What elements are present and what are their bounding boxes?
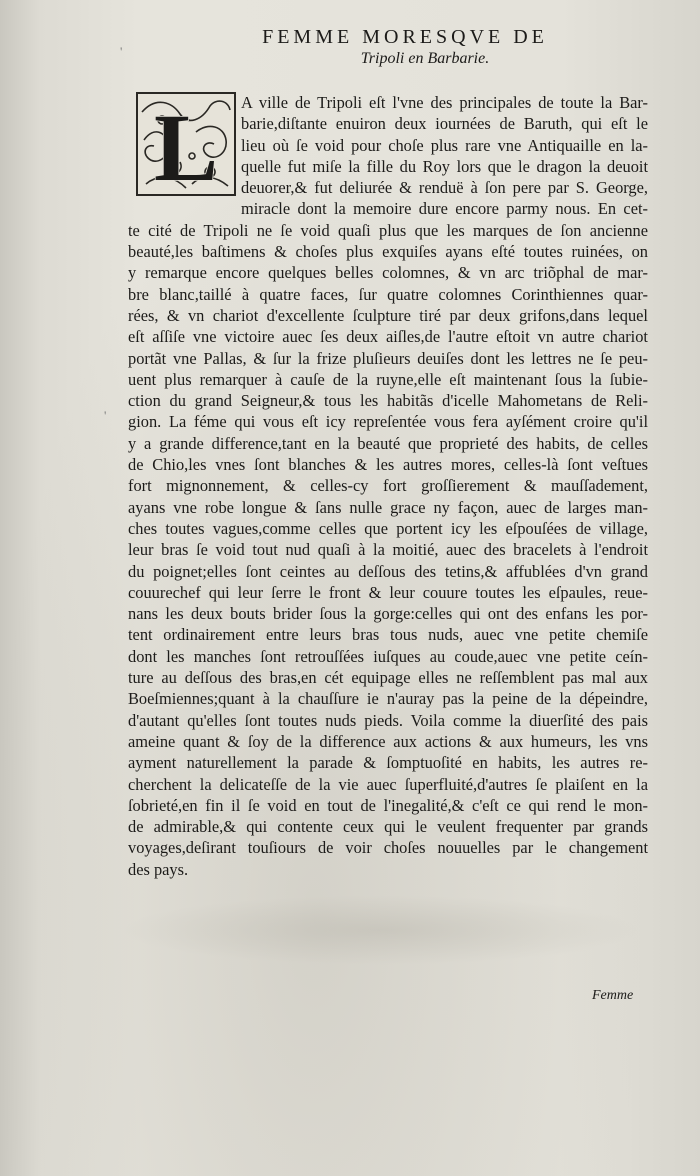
text-line: te cité de Tripoli ne ſe void quaſi plus que les marques de ſon ancienne <box>128 220 648 240</box>
text-line: deuorer,& fut deliurée & renduë à ſon pere par S. George, <box>241 178 648 198</box>
text-line: dont les manches ſont retrouſſées iuſques au coude,auec vne petite ceín- <box>128 646 648 666</box>
text-line: des pays. <box>128 859 189 879</box>
text-line: nans les deux bouts brider ſous la gorge:celles qui ont des enfans les por- <box>128 604 648 624</box>
text-line: leur bras ſe void tout nud quaſi à la moitié, auec des bracelets à l'endroit <box>128 540 648 560</box>
margin-mark: ' <box>104 408 107 423</box>
page-title: FEMME MORESQVE DE <box>262 26 548 48</box>
text-line: uent plus remarquer à cauſe de la ruyne,elle eſt maintenant ſous la ſubie- <box>128 369 648 389</box>
text-line: gion. La féme qui vous eſt icy repreſentée vous fera ayſément croire qu'il <box>128 412 648 432</box>
text-line: beauté,les baſtimens & choſes plus exquiſes ayans eſté toutes ruinées, on <box>128 242 648 262</box>
drop-cap-letter: L <box>153 94 219 196</box>
text-line: ches toutes vagues,comme celles que portent icy les eſpouſées de village, <box>128 518 648 538</box>
text-line: tent ordinairement entre leurs bras tous nuds, auec vne petite chemiſe <box>128 625 648 645</box>
text-line: voyages,deſirant touſiours de voir choſes nouuelles par le changement <box>128 838 648 858</box>
text-line: y remarque encore quelques belles colomnes, & vn arc triõphal de mar- <box>128 263 648 283</box>
catchword: Femme <box>592 988 634 1003</box>
text-line: cherchent la delicateſſe de la vie auec ſuperfluité,d'autres ſe plaiſent en la <box>128 774 648 794</box>
text-line: fort mignonnement, & celles-cy fort groſſierement & mauſſadement, <box>128 476 648 496</box>
text-line: y a grande difference,tant en la beauté que proprieté des habits, de celles <box>128 433 648 453</box>
paper-stain <box>120 895 640 965</box>
text-line: ture au deſſous des bras,en cét equipage elles ne reſſemblent pas mal aux <box>128 668 648 688</box>
text-line: du poignet;elles ſont ceintes au deſſous des tetins,& affublées d'vn grand <box>128 561 648 581</box>
text-line: Boeſmiennes;quant à la chauſſure ie n'auray pas la peine de la dépeindre, <box>128 689 648 709</box>
text-line: lieu où ſe void pour choſe plus rare vne Antiquaille en la- <box>241 135 648 155</box>
page-header <box>225 26 585 68</box>
text-line: de Chio,les vnes ſont blanches & les autres mores, celles-là ſont veſtues <box>128 455 648 475</box>
text-line: ſobrieté,en fin il ſe void en tout de l'inegalité,& c'eſt ce qui rend le mon- <box>128 795 648 815</box>
text-line: bre blanc,taillé à quatre faces, ſur quatre colomnes Corinthiennes quar- <box>128 284 648 304</box>
body-paragraph <box>128 92 648 880</box>
text-line: de admirable,& qui contente ceux qui le veulent frequenter par grands <box>128 817 648 837</box>
text-line: quelle fut miſe la fille du Roy lors que le dragon la deuoit <box>241 156 648 176</box>
text-line: eſt aſſiſe vne victoire auec ſes deux aiſles,de l'autre eſtoit vn autre chariot <box>128 327 648 347</box>
text-line: A ville de Tripoli eſt l'vne des principales de toute la Bar- <box>241 93 648 112</box>
text-line: miracle dont la memoire dure encore parmy nous. En cet- <box>241 199 648 219</box>
text-line: ameine quant & ſoy de la difference aux actions & aux humeurs, les vns <box>128 731 648 751</box>
text-line: portãt vne Pallas, & ſur la frize pluſieurs deuiſes dont les lettres ne ſe peu- <box>128 348 648 368</box>
text-line: ayans vne robe longue & ſans nulle grace ny façon, auec de larges man- <box>128 497 648 517</box>
page-subtitle: Tripoli en Barbarie. <box>360 50 490 67</box>
text-line: ayment naturellement la parade & ſomptuoſité en habits, les autres re- <box>128 753 648 773</box>
text-line: barie,diſtante enuiron deux iournées de Baruth, qui eſt le <box>241 114 648 134</box>
text-line: rées, & vn chariot d'excellente ſculpture tiré par deux grifons,dans lequel <box>128 305 648 325</box>
text-line: couurechef qui leur ſerre le front & leur couure toutes les eſpaules, reue- <box>128 582 648 602</box>
margin-mark: ' <box>120 44 123 59</box>
text-line: ction du grand Seigneur,& tous les habitãs d'icelle Mahometans de Reli- <box>128 391 648 411</box>
text-line: d'autant qu'elles ſont toutes nuds pieds. Voila comme la diuerſité des pais <box>128 710 648 730</box>
